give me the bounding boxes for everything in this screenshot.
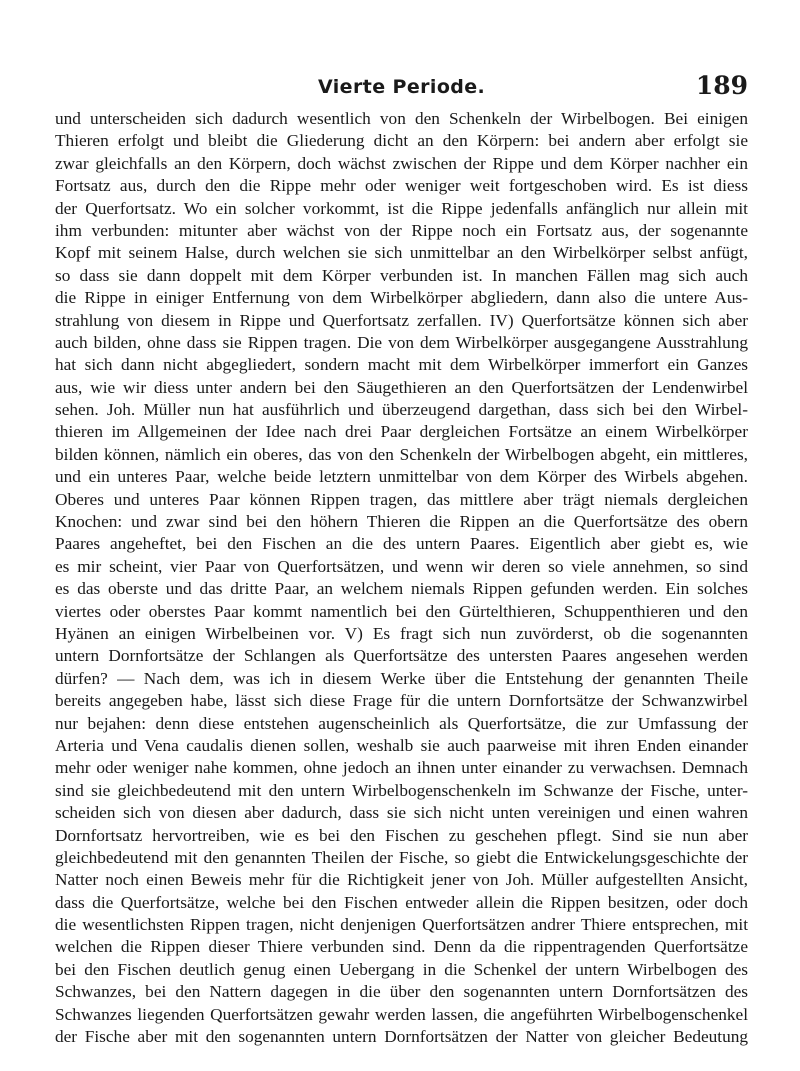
- text-line: aus, wie wir diess unter andern bei den Säugethieren an den Querfortsätzen der Lendenwirbel: [55, 377, 748, 397]
- text-line: scheiden sich von diesen aber dadurch, dass sie sich nicht unten vereinigen und einen wahren: [55, 803, 748, 823]
- text-line: es mir scheint, vier Paar von Querfortsätzen, und wenn wir deren so viele annehmen, so sind: [55, 556, 748, 576]
- text-line: thieren im Allgemeinen der Idee nach drei Paar dergleichen Fortsätze an einem Wirbelkörper: [55, 422, 748, 442]
- text-line: die Rippe in einiger Entfernung von dem Wirbelkörper abgliedern, dann also die untere Aus-: [55, 288, 748, 308]
- text-line: Hyänen an einigen Wirbelbeinen vor. V) Es fragt sich nun zuvörderst, ob die sogenannten: [55, 623, 748, 643]
- text-line: zwar gleichfalls an den Körpern, doch wächst zwischen der Rippe und dem Körper nachher ein: [55, 153, 748, 173]
- text-line: dass die Querfortsätze, welche bei den Fischen entweder allein die Rippen besitzen, oder doch: [55, 892, 748, 912]
- text-line: Arteria und Vena caudalis dienen sollen, weshalb sie auch paarweise mit ihren Enden einander: [55, 735, 748, 755]
- text-line: sehen. Joh. Müller nun hat ausführlich und überzeugend dargethan, dass sich bei den Wirbel-: [55, 400, 748, 420]
- text-line: und unterscheiden sich dadurch wesentlich von den Schenkeln der Wirbelbogen. Bei einigen: [55, 109, 748, 128]
- text-line: bereits angegeben habe, lässt sich diese Frage für die untern Dornfortsätze der Schwanzwirbel: [55, 691, 748, 711]
- text-line: bei den Fischen deutlich genug einen Uebergang in die Schenkel der untern Wirbelbogen des: [55, 959, 748, 979]
- text-line: Oberes und unteres Paar können Rippen tragen, das mittlere aber trägt niemals dergleichen: [55, 489, 748, 509]
- text-line: so dass sie dann doppelt mit dem Körper verbunden ist. In manchen Fällen mag sich auch: [55, 265, 748, 285]
- text-line: bilden können, nämlich ein oberes, das von den Schenkeln der Wirbelbogen abgeht, ein mittleres,: [55, 444, 748, 464]
- page-number: 189: [695, 71, 748, 100]
- text-line: Schwanzes, bei den Nattern dagegen in die über den sogenannten untern Dornfortsätzen des: [55, 982, 748, 1002]
- text-line: Kopf mit seinem Halse, durch welchen sie sich unmittelbar an den Wirbelkörper selbst anfügt,: [55, 243, 748, 263]
- text-line: sind sie gleichbedeutend mit den untern Wirbelbogenschenkeln im Schwanze der Fische, unter-: [55, 780, 748, 800]
- text-line: und ein unteres Paar, welche beide letztern unmittelbar von dem Körper des Wirbels abgehen.: [55, 467, 748, 487]
- text-line: Knochen: und zwar sind bei den höhern Thieren die Rippen an die Querfortsätze des obern: [55, 512, 748, 532]
- text-line: Fortsatz aus, durch den die Rippe mehr oder weniger weit fortgeschoben wird. Es ist diess: [55, 176, 748, 196]
- text-line: nur bejahen: denn diese entstehen augenscheinlich als Querfortsätze, die zur Umfassung der: [55, 713, 748, 733]
- body-text: [55, 108, 748, 1071]
- text-line: strahlung von diesem in Rippe und Querfortsatz zerfallen. IV) Querfortsätze können sich aber: [55, 310, 748, 330]
- running-head-title: Vierte Periode.: [318, 76, 486, 98]
- text-line: es das oberste und das dritte Paar, an welchem niemals Rippen gefunden werden. Ein solches: [55, 579, 748, 599]
- text-line: der Querfortsatz. Wo ein solcher vorkommt, ist die Rippe jedenfalls anfänglich nur allein mit: [55, 198, 748, 218]
- text-line: mehr oder weniger nahe kommen, ohne jedoch an ihnen unter einander zu verwachsen. Demnach: [55, 758, 748, 778]
- text-line: ihm verbunden: mitunter aber wächst von der Rippe noch ein Fortsatz aus, der sogenannte: [55, 220, 748, 240]
- text-line: dürfen? — Nach dem, was ich in diesem Werke über die Entstehung der genannten Theile: [55, 668, 748, 688]
- text-line: Dornfortsatz hervortreiben, wie es bei den Fischen zu geschehen pflegt. Sind sie nun aber: [55, 825, 748, 845]
- text-line: hat sich dann nicht abgegliedert, sondern macht mit dem Wirbelkörper immerfort ein Ganzes: [55, 355, 748, 375]
- text-line: Thieren erfolgt und bleibt die Gliederung dicht an den Körpern: bei andern aber erfolgt sie: [55, 131, 748, 151]
- text-line: die wesentlichsten Rippen tragen, nicht denjenigen Querfortsätzen andrer Thiere entsprechen, mit: [55, 915, 748, 935]
- text-line: der Fische aber mit den sogenannten untern Dornfortsätzen der Natter von gleicher Bedeutung: [55, 1027, 748, 1047]
- text-line: viertes oder oberstes Paar kommt namentlich bei den Gürtelthieren, Schuppenthieren und den: [55, 601, 748, 621]
- text-line: Paares angeheftet, bei den Fischen an die des untern Paares. Eigentlich aber giebt es, wie: [55, 534, 748, 554]
- text-line: auch bilden, ohne dass sie Rippen tragen. Die von dem Wirbelkörper ausgegangene Ausstrahlung: [55, 332, 748, 352]
- text-line: untern Dornfortsätze der Schlangen als Querfortsätze des untersten Paares angesehen werden: [55, 646, 748, 666]
- text-line: welchen die Rippen dieser Thiere verbunden sind. Denn da die rippentragenden Querfortsätze: [55, 937, 748, 957]
- text-line: Natter noch einen Beweis mehr für die Richtigkeit jener von Joh. Müller aufgestellten Ansicht,: [55, 870, 748, 890]
- text-line: gleichbedeutend mit den genannten Theilen der Fische, so giebt die Entwickelungsgeschichte der: [55, 847, 748, 867]
- running-head: [55, 72, 748, 106]
- text-line: Schwanzes liegenden Querfortsätzen gewahr werden lassen, die angeführten Wirbelbogenschenkel: [55, 1004, 748, 1024]
